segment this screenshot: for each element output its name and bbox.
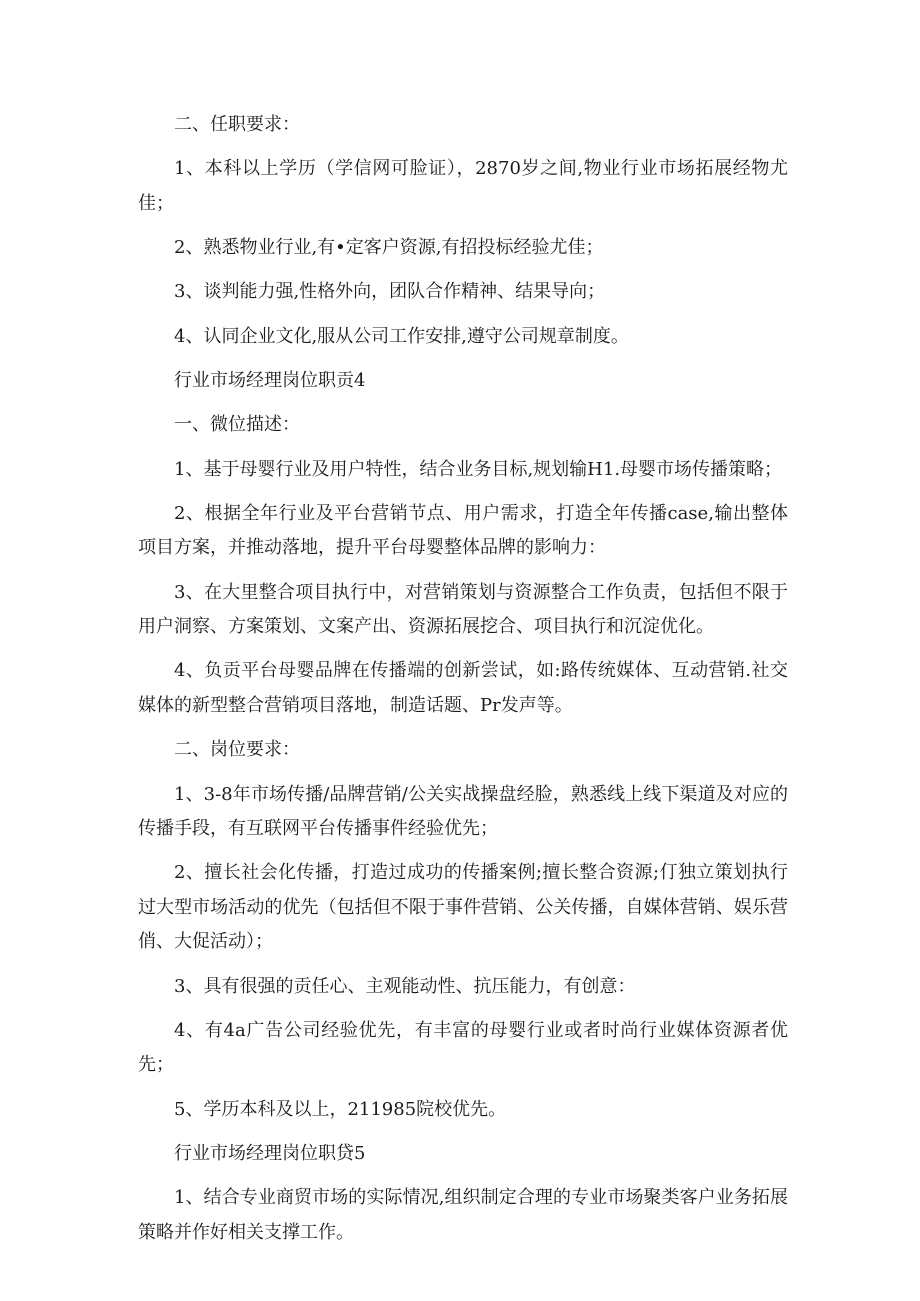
- list-item: 1、本科以上学历（学信网可脸证），2870岁之间,物业行业市场拓展经物尤佳；: [138, 158, 788, 214]
- document-body: [138, 108, 788, 1260]
- list-item: 4、有4a广告公司经验优先，有丰富的母婴行业或者时尚行业媒体资源者优先；: [138, 1019, 788, 1076]
- job-title-heading: 行业市场经理岗位职贷5: [174, 1143, 366, 1165]
- section-heading: 二、任职要求：: [174, 114, 300, 135]
- list-item: 4、负贡平台母婴品牌在传播端的创新尝试，如:路传统媒体、互动营销.社交媒体的新型整合营销项目落地，制造话题、Pr发声等。: [138, 660, 788, 716]
- list-item: 2、根据全年行业及平台营销节点、用户需求，打造全年传播case,输出整体项目方案，并推动落地，提升平台母婴整体品牌的影响力：: [138, 502, 788, 559]
- list-item: 1、3-8年市场传播/品牌营销/公关实战操盘经脸，熟悉线上线下渠道及对应的传播手段，有互联网平台传播事件经验优先；: [138, 783, 788, 840]
- section-heading: 一、微位描述：: [174, 414, 300, 436]
- list-item: 2、熟悉物业行业,有•定客户资源,有招投标经验尤佳；: [174, 237, 604, 259]
- list-item: 3、谈判能力强,性格外向，团队合作精神、结果导向；: [174, 281, 606, 303]
- section-heading: 二、岗位要求：: [174, 739, 300, 761]
- list-item: 1、基于母婴行业及用户特性，结合业务目标,规划输H1.母婴市场传播策略；: [174, 458, 783, 480]
- list-item: 3、具有很强的贡任心、主观能动性、抗压能力，有创意：: [174, 975, 636, 997]
- list-item: 1、结合专业商贸市场的实际情况,组织制定合理的专业市场聚类客户业务拓展策略并作好相关支撑工作。: [138, 1187, 788, 1243]
- list-item: 5、学历本科及以上，211985院校优先。: [174, 1098, 507, 1120]
- list-item: 3、在大里整合项目执行中，对营销策划与资源整合工作负责，包括但不限于用户洞察、方案策划、文案产出、资源拓展挖合、项目执行和沉淀优化。: [138, 581, 788, 638]
- list-item: 2、擅长社会化传播，打造过成功的传播案例;擅长整合资源;仃独立策划执行过大型市场活动的优先（包括但不限于事件营销、公关传播，自媒体营销、娱乐营俏、大促活动）；: [138, 862, 788, 953]
- list-item: 4、认同企业文化,服从公司工作安排,遵守公司规章制度。: [174, 325, 629, 347]
- job-title-heading: 行业市场经理岗位职贡4: [174, 369, 366, 391]
